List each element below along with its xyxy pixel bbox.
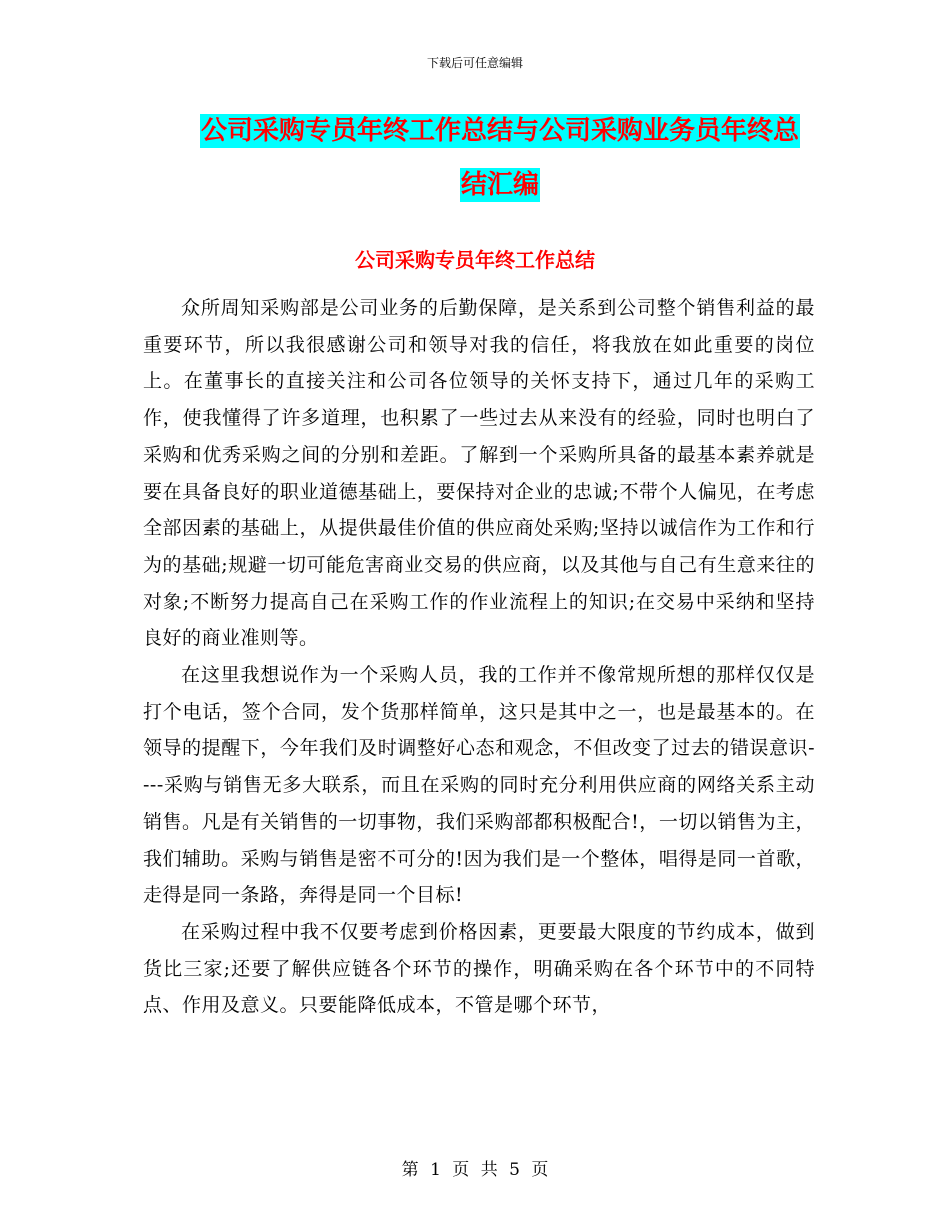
page-header-note: 下载后可任意编辑 <box>426 56 523 70</box>
page-footer: 第 1 页 共 5 页 <box>401 1160 549 1180</box>
section-title: 公司采购专员年终工作总结 <box>355 248 595 272</box>
paragraph-1: 众所周知采购部是公司业务的后勤保障，是关系到公司整个销售利益的最重要环节，所以我很感谢公司和领导对我的信任，将我放在如此重要的岗位上。在董事长的直接关注和公司各位领导的关怀支持下，通过几年的采购工作，使我懂得了许多道理，也积累了一些过去从来没有的经验，同时也明白了采购和优秀采购之间的分别和差距。了解到一个采购所具备的最基本素养就是要在具备良好的职业道德基础上，要保持对企业的忠诚;不带个人偏见，在考虑全部因素的基础上，从提供最佳价值的供应商处采购;坚持以诚信作为工作和行为的基础;规避一切可能危害商业交易的供应商，以及其他与自己有生意来往的对象;不断努力提高自己在采购工作的作业流程上的知识;在交易中采纳和坚持良好的商业准则等。 <box>143 297 815 650</box>
document-title-line-1: 公司采购专员年终工作总结与公司采购业务员年终总 <box>200 116 799 146</box>
document-title-line-2: 结汇编 <box>460 170 539 200</box>
paragraph-3: 在采购过程中我不仅要考虑到价格因素，更要最大限度的节约成本，做到货比三家;还要了解供应链各个环节的操作，明确采购在各个环节中的不同特点、作用及意义。只要能降低成本，不管是哪个环节， <box>143 920 815 1017</box>
paragraph-2: 在这里我想说作为一个采购人员，我的工作并不像常规所想的那样仅仅是打个电话，签个合同，发个货那样简单，这只是其中之一，也是最基本的。在领导的提醒下，今年我们及时调整好心态和观念，不但改变了过去的错误意识----采购与销售无多大联系，而且在采购的同时充分利用供应商的网络关系主动销售。凡是有关销售的一切事物，我们采购部都积极配合!，一切以销售为主，我们辅助。采购与销售是密不可分的!因为我们是一个整体，唱得是同一首歌，走得是同一条路，奔得是同一个目标! <box>143 664 815 907</box>
body-text <box>143 290 815 1024</box>
document-title <box>190 104 810 212</box>
